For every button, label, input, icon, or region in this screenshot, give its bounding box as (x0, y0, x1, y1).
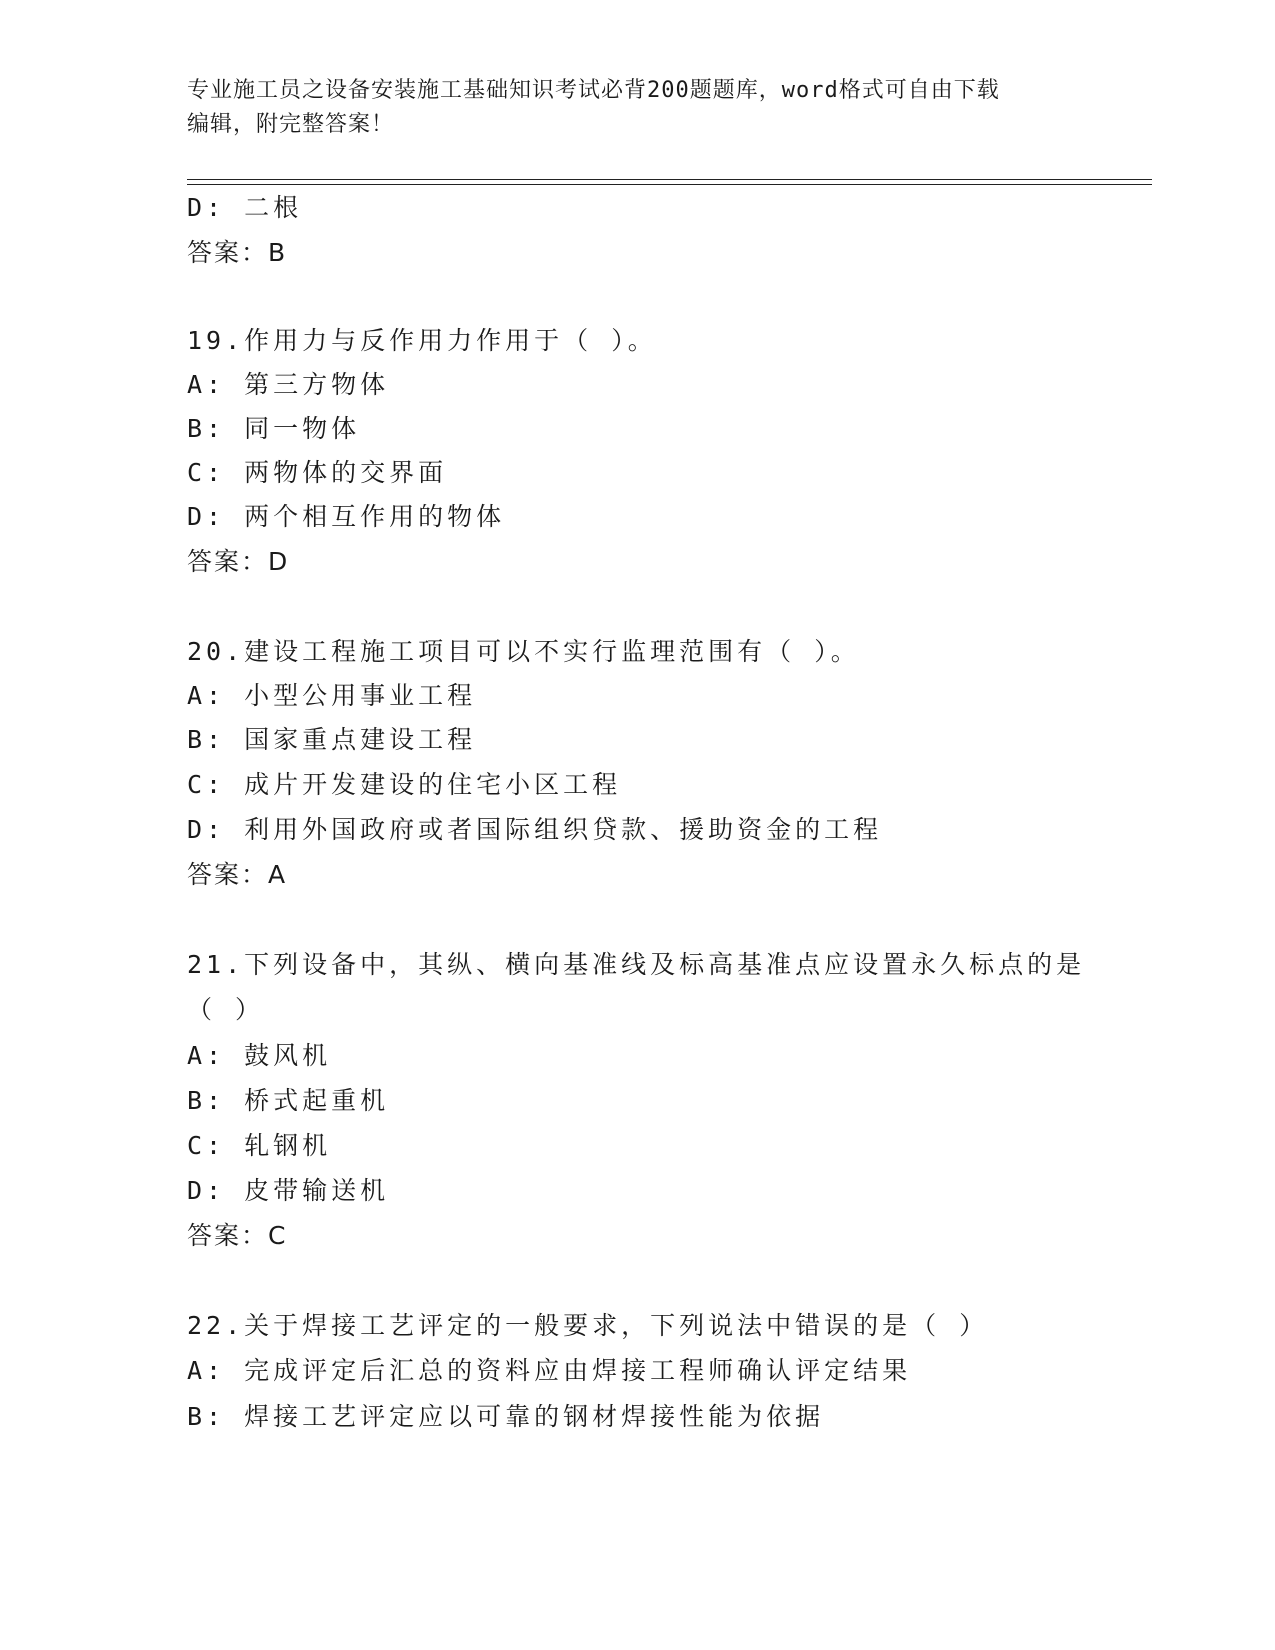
header-line-1: 专业施工员之设备安装施工基础知识考试必背200题题库，word格式可自由下载 (187, 78, 1000, 103)
question-21-answer: 答案：C (187, 1221, 288, 1250)
prev-answer: 答案：B (187, 238, 288, 267)
question-19-option-d: D: 两个相互作用的物体 (187, 502, 506, 531)
question-19-option-b: B: 同一物体 (187, 414, 361, 443)
question-21-option-a: A: 鼓风机 (187, 1041, 332, 1070)
question-19-answer: 答案：D (187, 547, 290, 576)
question-20-stem: 20.建设工程施工项目可以不实行监理范围有（ ）。 (187, 637, 860, 666)
question-21-option-b: B: 桥式起重机 (187, 1086, 390, 1115)
question-20-option-c: C: 成片开发建设的住宅小区工程 (187, 770, 622, 799)
prev-option-d: D: 二根 (187, 193, 303, 222)
question-22-option-a: A: 完成评定后汇总的资料应由焊接工程师确认评定结果 (187, 1356, 912, 1385)
header-divider-top (187, 179, 1152, 180)
question-20-option-d: D: 利用外国政府或者国际组织贷款、援助资金的工程 (187, 815, 883, 844)
header-line-2: 编辑，附完整答案！ (187, 112, 395, 137)
document-header (187, 74, 1087, 142)
question-21-option-d: D: 皮带输送机 (187, 1176, 390, 1205)
question-19-option-a: A: 第三方物体 (187, 370, 390, 399)
question-22-stem: 22.关于焊接工艺评定的一般要求，下列说法中错误的是（ ） (187, 1311, 989, 1340)
question-21-stem-continued: （ ） (187, 995, 265, 1024)
question-20-option-a: A: 小型公用事业工程 (187, 681, 477, 710)
question-21-stem: 21.下列设备中，其纵、横向基准线及标高基准点应设置永久标点的是 (187, 950, 1086, 979)
question-19-option-c: C: 两物体的交界面 (187, 458, 448, 487)
question-20-option-b: B: 国家重点建设工程 (187, 725, 477, 754)
question-20-answer: 答案：A (187, 860, 288, 889)
question-22-option-b: B: 焊接工艺评定应以可靠的钢材焊接性能为依据 (187, 1402, 825, 1431)
question-21-option-c: C: 轧钢机 (187, 1131, 332, 1160)
header-divider-bottom (187, 184, 1152, 185)
question-19-stem: 19.作用力与反作用力作用于（ ）。 (187, 326, 657, 355)
